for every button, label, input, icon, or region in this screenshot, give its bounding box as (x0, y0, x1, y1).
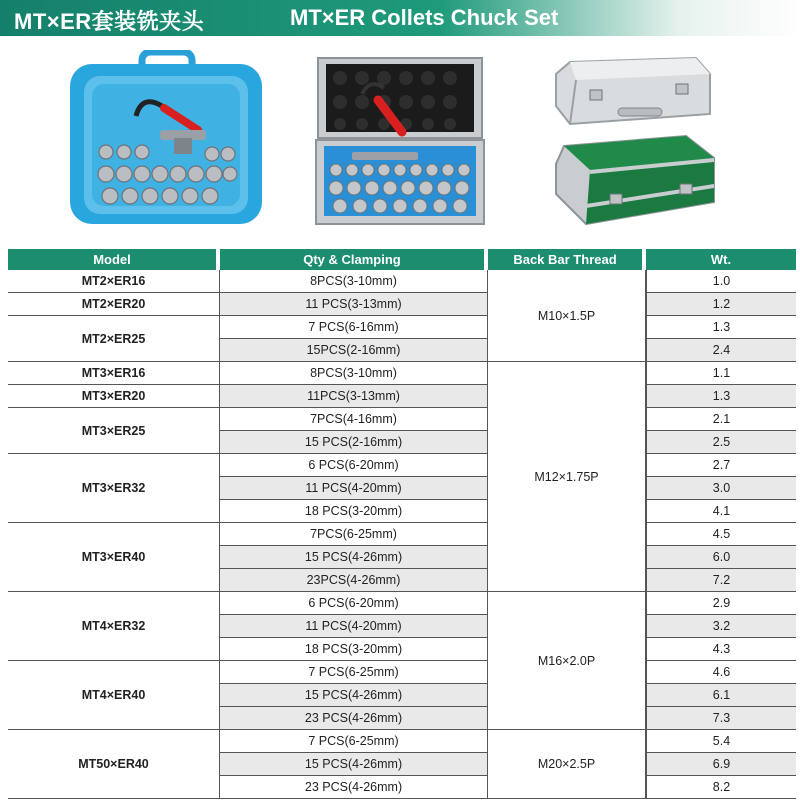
qty-cell: 11PCS(3-13mm) (220, 385, 488, 408)
model-cell: MT4×ER40 (8, 661, 220, 730)
aluminum-case-open-photo (312, 56, 488, 228)
blue-case-photo (66, 50, 266, 230)
table-row (8, 270, 796, 293)
weight-cell: 4.3 (646, 638, 796, 661)
weight-cell: 1.1 (646, 362, 796, 385)
spec-table (8, 249, 796, 799)
weight-cell: 2.5 (646, 431, 796, 454)
weight-cell: 1.3 (646, 385, 796, 408)
weight-cell: 2.4 (646, 339, 796, 362)
model-cell: MT4×ER32 (8, 592, 220, 661)
weight-cell: 7.3 (646, 707, 796, 730)
weight-cell: 4.5 (646, 523, 796, 546)
table-row (8, 385, 796, 408)
weight-cell: 2.7 (646, 454, 796, 477)
qty-cell: 18 PCS(3-20mm) (220, 500, 488, 523)
qty-cell: 6 PCS(6-20mm) (220, 454, 488, 477)
table-row (8, 523, 796, 546)
weight-cell: 2.1 (646, 408, 796, 431)
model-cell: MT3×ER25 (8, 408, 220, 454)
weight-cell: 3.0 (646, 477, 796, 500)
model-cell: MT3×ER20 (8, 385, 220, 408)
table-row (8, 661, 796, 684)
qty-cell: 11 PCS(4-20mm) (220, 615, 488, 638)
table-row (8, 408, 796, 431)
title-chinese: MT×ER套装铣夹头 (14, 9, 205, 34)
qty-cell: 8PCS(3-10mm) (220, 362, 488, 385)
qty-cell: 15 PCS(2-16mm) (220, 431, 488, 454)
weight-cell: 2.9 (646, 592, 796, 615)
thread-cell: M10×1.5P (488, 270, 646, 362)
model-cell: MT50×ER40 (8, 730, 220, 799)
qty-cell: 7 PCS(6-25mm) (220, 661, 488, 684)
table-row (8, 454, 796, 477)
model-cell: MT3×ER16 (8, 362, 220, 385)
header-qty-clamping: Qty & Clamping (220, 249, 488, 270)
table-row (8, 362, 796, 385)
qty-cell: 15 PCS(4-26mm) (220, 546, 488, 569)
weight-cell: 1.0 (646, 270, 796, 293)
qty-cell: 7PCS(4-16mm) (220, 408, 488, 431)
qty-cell: 8PCS(3-10mm) (220, 270, 488, 293)
weight-cell: 4.1 (646, 500, 796, 523)
title-english: MT×ER Collets Chuck Set (290, 5, 559, 30)
model-cell: MT2×ER16 (8, 270, 220, 293)
weight-cell: 4.6 (646, 661, 796, 684)
thread-cell: M16×2.0P (488, 592, 646, 730)
qty-cell: 6 PCS(6-20mm) (220, 592, 488, 615)
product-photos (0, 44, 800, 240)
qty-cell: 18 PCS(3-20mm) (220, 638, 488, 661)
header-back-bar-thread: Back Bar Thread (488, 249, 646, 270)
model-cell: MT2×ER20 (8, 293, 220, 316)
weight-cell: 5.4 (646, 730, 796, 753)
weight-cell: 3.2 (646, 615, 796, 638)
weight-cell: 8.2 (646, 776, 796, 799)
weight-cell: 1.2 (646, 293, 796, 316)
qty-cell: 15 PCS(4-26mm) (220, 753, 488, 776)
thread-cell: M20×2.5P (488, 730, 646, 799)
qty-cell: 23 PCS(4-26mm) (220, 707, 488, 730)
header-weight: Wt. (646, 249, 796, 270)
qty-cell: 15 PCS(4-26mm) (220, 684, 488, 707)
table-row (8, 316, 796, 339)
weight-cell: 1.3 (646, 316, 796, 339)
qty-cell: 15PCS(2-16mm) (220, 339, 488, 362)
weight-cell: 6.1 (646, 684, 796, 707)
aluminum-case-closed-photo (546, 54, 722, 230)
title-bar (0, 0, 800, 36)
model-cell: MT2×ER25 (8, 316, 220, 362)
model-cell: MT3×ER32 (8, 454, 220, 523)
table-row (8, 293, 796, 316)
qty-cell: 7PCS(6-25mm) (220, 523, 488, 546)
qty-cell: 7 PCS(6-16mm) (220, 316, 488, 339)
qty-cell: 7 PCS(6-25mm) (220, 730, 488, 753)
weight-cell: 6.9 (646, 753, 796, 776)
qty-cell: 11 PCS(3-13mm) (220, 293, 488, 316)
table-row (8, 592, 796, 615)
model-cell: MT3×ER40 (8, 523, 220, 592)
weight-cell: 6.0 (646, 546, 796, 569)
header-model: Model (8, 249, 220, 270)
qty-cell: 23PCS(4-26mm) (220, 569, 488, 592)
weight-cell: 7.2 (646, 569, 796, 592)
qty-cell: 23 PCS(4-26mm) (220, 776, 488, 799)
table-header-row (8, 249, 796, 270)
table-row (8, 730, 796, 753)
thread-cell: M12×1.75P (488, 362, 646, 592)
qty-cell: 11 PCS(4-20mm) (220, 477, 488, 500)
